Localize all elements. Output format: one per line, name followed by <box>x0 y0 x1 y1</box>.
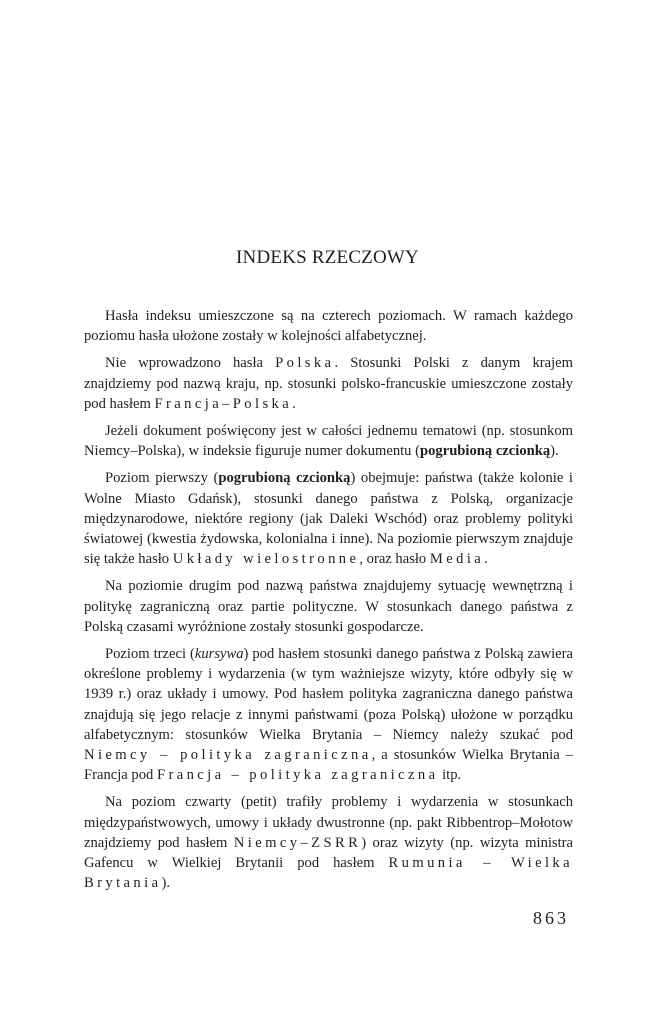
bold-term: pogrubioną czcionką <box>420 443 551 460</box>
paragraph-levels-intro <box>84 306 573 346</box>
italic-term: kursywa <box>194 646 244 663</box>
spaced-term: Rumunia – Wielka Brytania <box>84 855 573 892</box>
text-run: ) pod hasłem stosunki danego państwa z Polską zawiera określone problemy i wydarzenia (w tym ważniejsze wizyty, które odbyły się w 1939 r.) oraz układy i umowy. Pod hasłem polityka zagraniczna danego państwa znajdują się jego relacje z innymi państwami (poza Polską) ułożone w porządku alfabetycznym: stosunków Wielka Brytania – Niemcy należy szukać pod <box>84 646 573 743</box>
paragraph-polska-note <box>84 353 573 414</box>
spaced-term: Francja – polityka zagraniczna <box>156 767 439 784</box>
text-run: Poziom trzeci ( <box>105 646 195 663</box>
page-number: 863 <box>533 908 569 928</box>
body-text <box>84 306 573 900</box>
text-run: Hasła indeksu umieszczone są na czterech poziomach. W ramach każdego poziomu hasła ułożone zostały w kolejności alfabetycznej. <box>84 308 573 345</box>
text-run: ). <box>161 875 170 892</box>
text-run: Na poziom czwarty (petit) trafiły problemy i wydarzenia w stosunkach międzypaństwowych, umowy i układy dwustronne (np. pakt Ribbentrop–Mołotow znajdziemy pod hasłem <box>84 794 573 851</box>
text-run: ) oraz wizyty (np. wizyta ministra Gafencu w Wielkiej Brytanii pod hasłem <box>84 834 574 872</box>
text-run: . <box>484 551 488 568</box>
paragraph-level-four <box>84 792 573 893</box>
text-run: Jeżeli dokument poświęcony jest w całości jednemu tematowi (np. stosunkom Niemcy–Polska), w indeksie figuruje numer dokumentu ( <box>84 423 573 460</box>
text-run: Nie wprowadzono hasła <box>105 355 276 372</box>
spaced-term: Niemcy – polityka zagraniczna <box>84 747 372 764</box>
text-run: Poziom pierwszy ( <box>105 470 219 487</box>
text-run: . Stosunki Polski z danym krajem znajdziemy pod nazwą kraju, np. stosunki polsko-francuskie umieszczone zostały pod hasłem <box>84 355 573 412</box>
spaced-term: Francja–Polska <box>154 395 293 412</box>
text-run: ) obejmuje: państwa (także kolonie i Wolne Miasto Gdańsk), stosunki danego państwa z Polską, organizacje międzynarodowe, niektóre regiony (jak Daleki Wschód) oraz problemy polityki światowej (kwestia żydowska, kolonialna i inne). Na poziomie pierwszym znajduje się także hasło <box>84 470 573 568</box>
text-run: , a stosunków Wielka Brytania – Francja pod <box>84 747 573 784</box>
paragraph-level-three <box>84 644 573 785</box>
page-title: INDEKS RZECZOWY <box>236 247 419 268</box>
text-run: itp. <box>438 767 462 784</box>
paragraph-level-two <box>84 576 573 637</box>
text-run: . <box>292 395 296 412</box>
text-run: Na poziomie drugim pod nazwą państwa znajdujemy sytuację wewnętrzną i politykę zagraniczną oraz partie polityczne. W stosunkach danego państwa z Polską czasami wyróżnione zostały stosunki gospodarcze. <box>84 578 573 635</box>
paragraph-document-numbers <box>84 421 573 461</box>
spaced-term: Media <box>429 551 485 568</box>
text-run: ). <box>550 443 559 460</box>
spaced-term: Niemcy–ZSRR <box>233 834 362 851</box>
spaced-term: Układy wielostronne <box>172 551 360 568</box>
text-run: , oraz hasło <box>359 551 430 568</box>
paragraph-level-one <box>84 468 573 569</box>
spaced-term: Polska <box>275 355 335 372</box>
bold-term: pogrubioną czcionką <box>218 470 351 487</box>
